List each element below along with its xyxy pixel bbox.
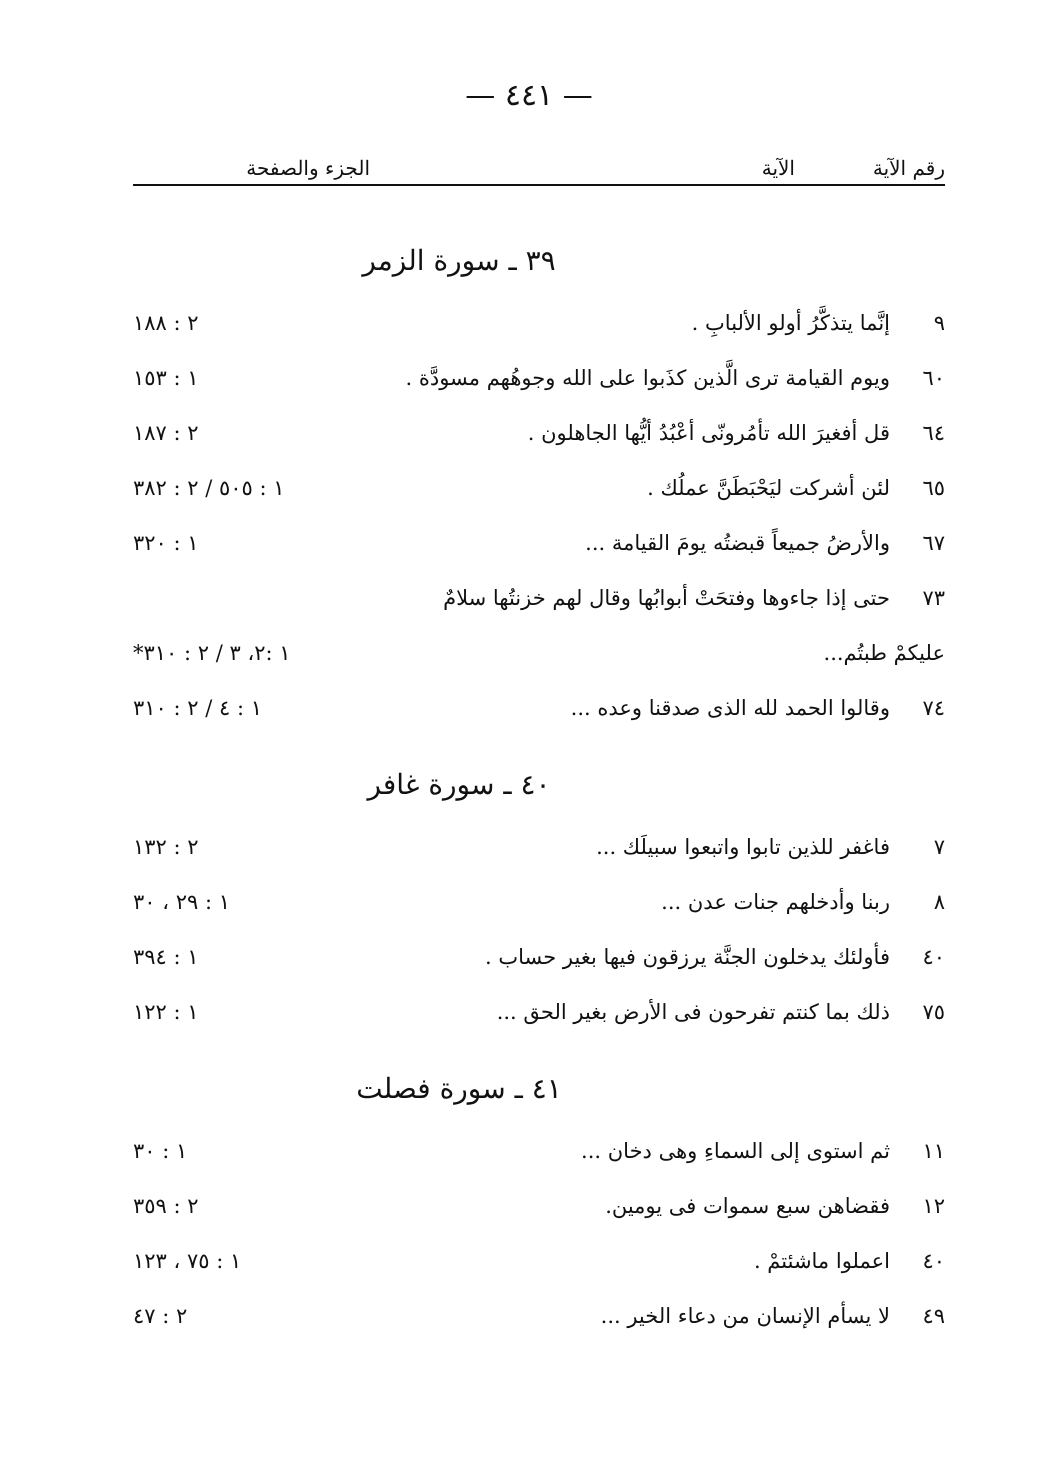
verse-number: ٧٥ (922, 1000, 945, 1024)
index-row (133, 1237, 945, 1292)
part-page-ref: ١ :٢، ٣ / ٢ : ٣١٠* (133, 641, 291, 665)
header-part-page: الجزء والصفحة (246, 156, 370, 180)
part-page-ref: ١ : ٧٥ ، ١٢٣ (133, 1249, 242, 1273)
verse-text: ربنا وأدخلهم جنات عدن ... (661, 890, 890, 914)
verse-text: ويوم القيامة ترى الَّذين كذَبوا على الله وجوهُهم مسودَّة . (405, 366, 890, 390)
index-row (133, 464, 945, 519)
header-verse: الآية (761, 156, 795, 180)
index-row (133, 684, 945, 739)
sura-title: ٤٠ ـ سورة غافر (367, 768, 551, 801)
verse-number: ١١ (922, 1139, 945, 1163)
part-page-ref: ١ : ٣٩٤ (133, 945, 199, 969)
verse-text: فقضاهن سبع سموات فى يومين. (605, 1194, 890, 1218)
sura-section (133, 229, 945, 739)
verse-text-continued: عليكمْ طبتُم... (823, 641, 945, 665)
verse-number: ٤٠ (922, 1249, 945, 1273)
verse-text: ثم استوى إلى السماءِ وهى دخان ... (581, 1139, 890, 1163)
verse-text: حتى إذا جاءوها وفتحَتْ أبوابُها وقال لهم خزنتُها سلامٌ (443, 586, 890, 610)
verse-text: لا يسأم الإنسان من دعاء الخير ... (600, 1304, 890, 1328)
verse-text: قل أفغيرَ الله تأمُرونّى أعْبُدُ أيُّها الجاهلون . (527, 421, 890, 445)
header-verse-number: رقم الآية (872, 156, 945, 180)
verse-text: لئن أشركت ليَحْبَطَنَّ عملُك . (647, 476, 890, 500)
index-row (133, 933, 945, 988)
verse-number: ٦٠ (922, 366, 945, 390)
verse-number: ١٢ (922, 1194, 945, 1218)
index-row (133, 299, 945, 354)
header-rule (133, 184, 945, 186)
sura-title: ٣٩ ـ سورة الزمر (362, 244, 556, 277)
part-page-ref: ١ : ٥٠٥ / ٢ : ٣٨٢ (133, 476, 285, 500)
verse-number: ٦٧ (922, 531, 945, 555)
verse-number: ٨ (933, 890, 945, 914)
part-page-ref: ٢ : ٣٥٩ (133, 1194, 199, 1218)
index-row (133, 354, 945, 409)
part-page-ref: ١ : ١٢٢ (133, 1000, 199, 1024)
index-row (133, 574, 945, 684)
verse-text: والأرضُ جميعاً قبضتُه يومَ القيامة ... (585, 531, 890, 555)
verse-text: اعملوا ماشئتمْ . (753, 1249, 890, 1273)
part-page-ref: ٢ : ١٣٢ (133, 835, 199, 859)
verse-text: فأولئك يدخلون الجنَّة يرزقون فيها بغير حساب . (485, 945, 890, 969)
sura-section (133, 753, 945, 1043)
sura-section (133, 1057, 945, 1347)
verse-text: فاغفر للذين تابوا واتبعوا سبيلَك ... (596, 835, 890, 859)
part-page-ref: ١ : ٤ / ٢ : ٣١٠ (133, 696, 262, 720)
part-page-ref: ١ : ١٥٣ (133, 366, 199, 390)
index-row (133, 1127, 945, 1182)
index-row (133, 519, 945, 574)
verse-number: ٦٥ (922, 476, 945, 500)
verse-number: ٦٤ (922, 421, 945, 445)
verse-text: ذلك بما كنتم تفرحون فى الأرض بغير الحق ... (496, 1000, 890, 1024)
part-page-ref: ٢ : ١٨٨ (133, 311, 199, 335)
verse-number: ٧٤ (922, 696, 945, 720)
index-row (133, 1292, 945, 1347)
verse-text: إنَّما يتذكَّرُ أولو الألبابِ . (691, 311, 890, 335)
part-page-ref: ١ : ٣٢٠ (133, 531, 199, 555)
part-page-ref: ٢ : ٤٧ (133, 1304, 188, 1328)
verse-number: ٤٩ (922, 1304, 945, 1328)
verse-number: ٧ (933, 835, 945, 859)
index-row (133, 988, 945, 1043)
index-row (133, 823, 945, 878)
column-header (133, 150, 945, 186)
index-row (133, 1182, 945, 1237)
verse-number: ٤٠ (922, 945, 945, 969)
verse-number: ٧٣ (922, 586, 945, 610)
sura-title: ٤١ ـ سورة فصلت (356, 1072, 562, 1105)
index-row (133, 409, 945, 464)
part-page-ref: ١ : ٢٩ ، ٣٠ (133, 890, 230, 914)
verse-number: ٩ (933, 311, 945, 335)
index-content (133, 225, 945, 1347)
verse-text: وقالوا الحمد لله الذى صدقنا وعده ... (570, 696, 890, 720)
index-row (133, 878, 945, 933)
part-page-ref: ١ : ٣٠ (133, 1139, 188, 1163)
part-page-ref: ٢ : ١٨٧ (133, 421, 199, 445)
page-number: — ٤٤١ — (465, 78, 593, 113)
